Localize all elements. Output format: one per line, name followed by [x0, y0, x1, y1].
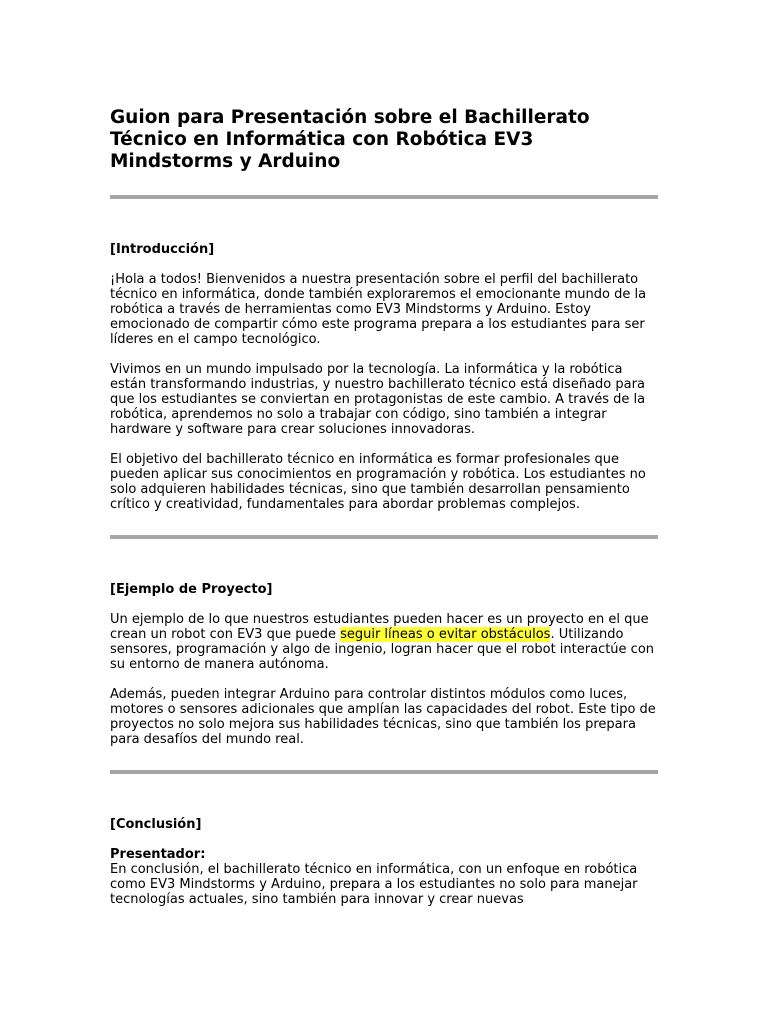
- project-paragraph-2: Además, pueden integrar Arduino para controlar distintos módulos como luces, motores o sensores adicionales que amplían las capacidades del robot. Este tipo de proyectos no solo mejora sus habilidades técnicas, sino que también los prepara para desafíos del mundo real.: [110, 687, 656, 747]
- intro-paragraph-3: El objetivo del bachillerato técnico en informática es formar profesionales que pueden aplicar sus conocimientos en programación y robótica. Los estudiantes no solo adquieren habilidades técnicas, sino que también desarrollan pensamiento crítico y creatividad, fundamentales para abordar problemas complejos.: [110, 452, 646, 512]
- section-divider: [110, 195, 658, 199]
- conclusion-heading: [Conclusión]: [110, 817, 202, 832]
- section-divider: [110, 535, 658, 539]
- speaker-label: Presentador:: [110, 847, 206, 862]
- project-text-before: Un ejemplo de lo que nuestros estudiantes pueden hacer es un proyecto en el que crean un robot con EV3 que puede: [110, 612, 649, 642]
- project-paragraph-1: [110, 612, 658, 672]
- highlighted-text: seguir líneas o evitar obstáculos: [340, 627, 551, 642]
- intro-paragraph-1: ¡Hola a todos! Bienvenidos a nuestra presentación sobre el perfil del bachillerato técnico en informática, donde también exploraremos el emocionante mundo de la robótica a través de herramientas como EV3 Mindstorms y Arduino. Estoy emocionado de compartir cómo este programa prepara a los estudiantes para ser líderes en el campo tecnológico.: [110, 272, 647, 347]
- document-page: [110, 107, 658, 907]
- intro-paragraph-2: Vivimos en un mundo impulsado por la tecnología. La informática y la robótica están transformando industrias, y nuestro bachillerato técnico está diseñado para que los estudiantes se conviertan en protagonistas de este cambio. A través de la robótica, aprendemos no solo a trabajar con código, sino también a integrar hardware y software para crear soluciones innovadoras.: [110, 362, 646, 437]
- project-heading: [Ejemplo de Proyecto]: [110, 582, 273, 597]
- project-text-after: . Utilizando sensores, programación y algo de ingenio, logran hacer que el robot interactúe con su entorno de manera autónoma.: [110, 627, 655, 672]
- section-divider: [110, 770, 658, 774]
- conclusion-paragraph-1: En conclusión, el bachillerato técnico en informática, con un enfoque en robótica como EV3 Mindstorms y Arduino, prepara a los estudiantes no solo para manejar tecnologías actuales, sino también para innovar y crear nuevas: [110, 862, 638, 907]
- document-title: Guion para Presentación sobre el Bachillerato Técnico en Informática con Robótica EV3 Mindstorms y Arduino: [110, 107, 590, 172]
- intro-heading: [Introducción]: [110, 242, 215, 257]
